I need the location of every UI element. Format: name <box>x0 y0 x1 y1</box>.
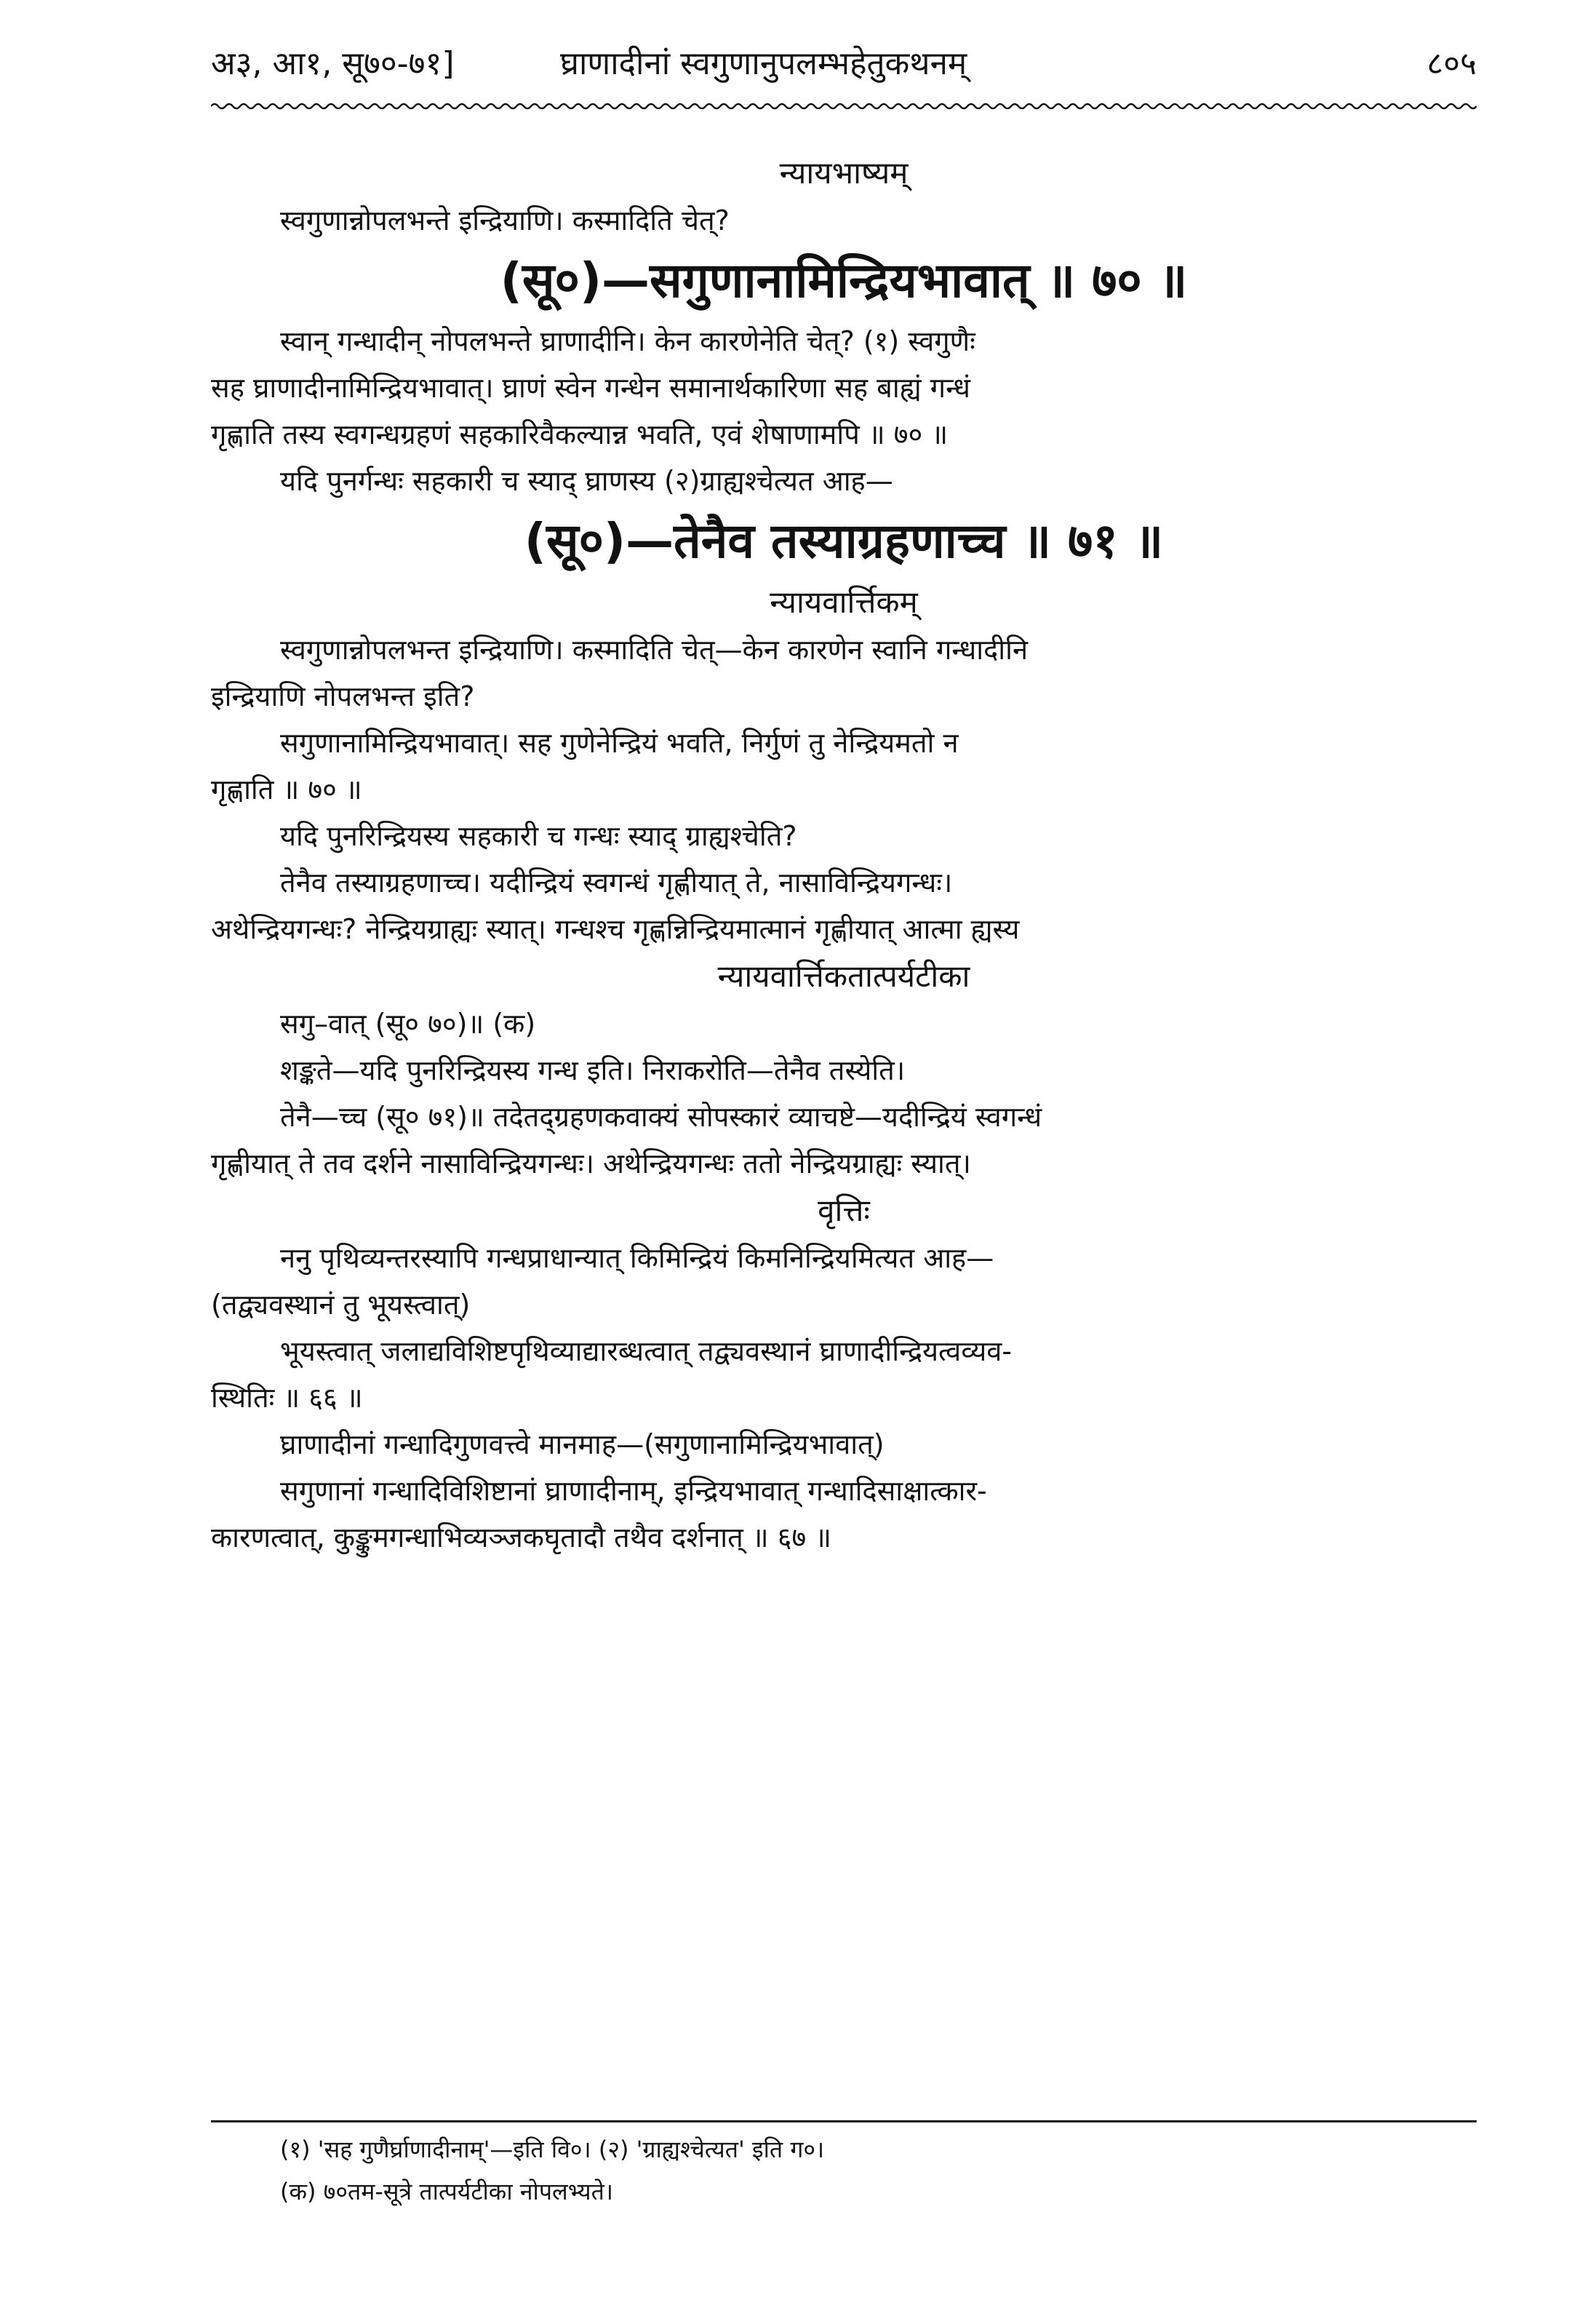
running-title: घ्राणादीनां स्वगुणानुपलम्भहेतुकथनम् <box>560 45 967 82</box>
section-reference: अ३, आ१, सू७०-७१] <box>211 45 455 82</box>
text-line: इन्द्रियाणि नोपलभन्त इति? <box>211 680 475 712</box>
section-heading: न्यायभाष्यम् <box>779 155 909 191</box>
text-line: तेनै—च्च (सू० ७१)॥ तदेतद्ग्रहणकवाक्यं सोपस्कारं व्याचष्टे—यदीन्द्रियं स्वगन्धं <box>280 1101 1042 1133</box>
footnotes <box>211 2128 1477 2213</box>
text-line: स्वगुणान्नोपलभन्त इन्द्रियाणि। कस्मादिति चेत्—केन कारणेन स्वानि गन्धादीनि <box>280 634 1029 666</box>
text-line: सगु–वात् (सू० ७०)॥ (क) <box>280 1008 536 1040</box>
text-line: गृह्णीयात् ते तव दर्शने नासाविन्द्रियगन्धः। अथेन्द्रियगन्धः ततो नेन्द्रियग्राह्यः स्यात्। <box>211 1147 971 1179</box>
text-line: सह घ्राणादीनामिन्द्रियभावात्। घ्राणं स्वेन गन्धेन समानार्थकारिणा सह बाह्यं गन्धं <box>211 372 970 404</box>
text-line: स्वान् गन्धादीन् नोपलभन्ते घ्राणादीनि। केन कारणेनेति चेत्? (१) स्वगुणैः <box>280 325 975 357</box>
section-heading: वृत्तिः <box>818 1193 870 1228</box>
text-line: तेनैव तस्याग्रहणाच्च। यदीन्द्रियं स्वगन्धं गृह्णीयात् ते, नासाविन्द्रियगन्धः। <box>280 867 953 899</box>
main-text-body <box>211 149 1477 2121</box>
sutra-line: (सू०)—सगुणानामिन्द्रियभावात् ॥ ७० ॥ <box>500 252 1188 309</box>
sutra-line: (सू०)—तेनैव तस्याग्रहणाच्च ॥ ७१ ॥ <box>524 513 1164 569</box>
footnote-line: (क) ७०तम-सूत्रे तात्पर्यटीका नोपलभ्यते। <box>280 2178 613 2205</box>
text-line: स्वगुणान्नोपलभन्ते इन्द्रियाणि। कस्मादिति चेत्? <box>280 204 730 236</box>
running-header <box>211 42 1477 93</box>
text-line: ननु पृथिव्यन्तरस्यापि गन्धप्राधान्यात् किमिन्द्रियं किमनिन्द्रियमित्यत आह— <box>280 1242 994 1274</box>
wavy-header-rule <box>211 100 1477 112</box>
footnote-rule <box>211 2120 1477 2122</box>
page-number: ८०५ <box>1426 45 1477 82</box>
text-line: गृह्णाति ॥ ७० ॥ <box>211 773 362 805</box>
text-line: यदि पुनरिन्द्रियस्य सहकारी च गन्धः स्याद् ग्राह्यश्चेति? <box>280 820 797 852</box>
text-line: गृह्णाति तस्य स्वगन्धग्रहणं सहकारिवैकल्यान्न भवति, एवं शेषाणामपि ॥ ७० ॥ <box>211 418 949 450</box>
footnote-line: (१) 'सह गुणैर्घ्राणादीनाम्'—इति वि०। (२) 'ग्राह्यश्चेत्यत' इति ग०। <box>280 2136 825 2163</box>
text-line: भूयस्त्वात् जलाद्यविशिष्टपृथिव्याद्यारब्धत्वात् तद्व्यवस्थानं घ्राणादीन्द्रियत्वव्यव- <box>280 1335 1013 1367</box>
section-heading: न्यायवार्त्तिकतात्पर्यटीका <box>717 958 970 994</box>
text-line: यदि पुनर्गन्धः सहकारी च स्याद् घ्राणस्य (२)ग्राह्यश्चेत्यत आह— <box>280 465 893 497</box>
text-line: कारणत्वात्, कुङ्कुमगन्धाभिव्यञ्जकघृतादौ तथैव दर्शनात् ॥ ६७ ॥ <box>211 1521 832 1553</box>
text-line: अथेन्द्रियगन्धः? नेन्द्रियग्राह्यः स्यात्। गन्धश्च गृह्णन्निन्द्रियमात्मानं गृह्णीयात् आत्मा ह्यस्य <box>211 913 1020 945</box>
text-line: घ्राणादीनां गन्धादिगुणवत्त्वे मानमाह—(सगुणानामिन्द्रियभावात्) <box>280 1428 885 1460</box>
section-heading: न्यायवार्त्तिकम् <box>770 584 918 620</box>
text-line: सगुणानां गन्धादिविशिष्टानां घ्राणादीनाम्, इन्द्रियभावात् गन्धादिसाक्षात्कार- <box>280 1475 987 1507</box>
text-line: स्थितिः ॥ ६६ ॥ <box>211 1382 363 1414</box>
text-line: सगुणानामिन्द्रियभावात्। सह गुणेनेन्द्रियं भवति, निर्गुणं तु नेन्द्रियमतो न <box>280 727 959 759</box>
text-line: (तद्व्यवस्थानं तु भूयस्त्वात्) <box>211 1289 471 1321</box>
text-line: शङ्कते—यदि पुनरिन्द्रियस्य गन्ध इति। निराकरोति—तेनैव तस्येति। <box>280 1054 906 1086</box>
